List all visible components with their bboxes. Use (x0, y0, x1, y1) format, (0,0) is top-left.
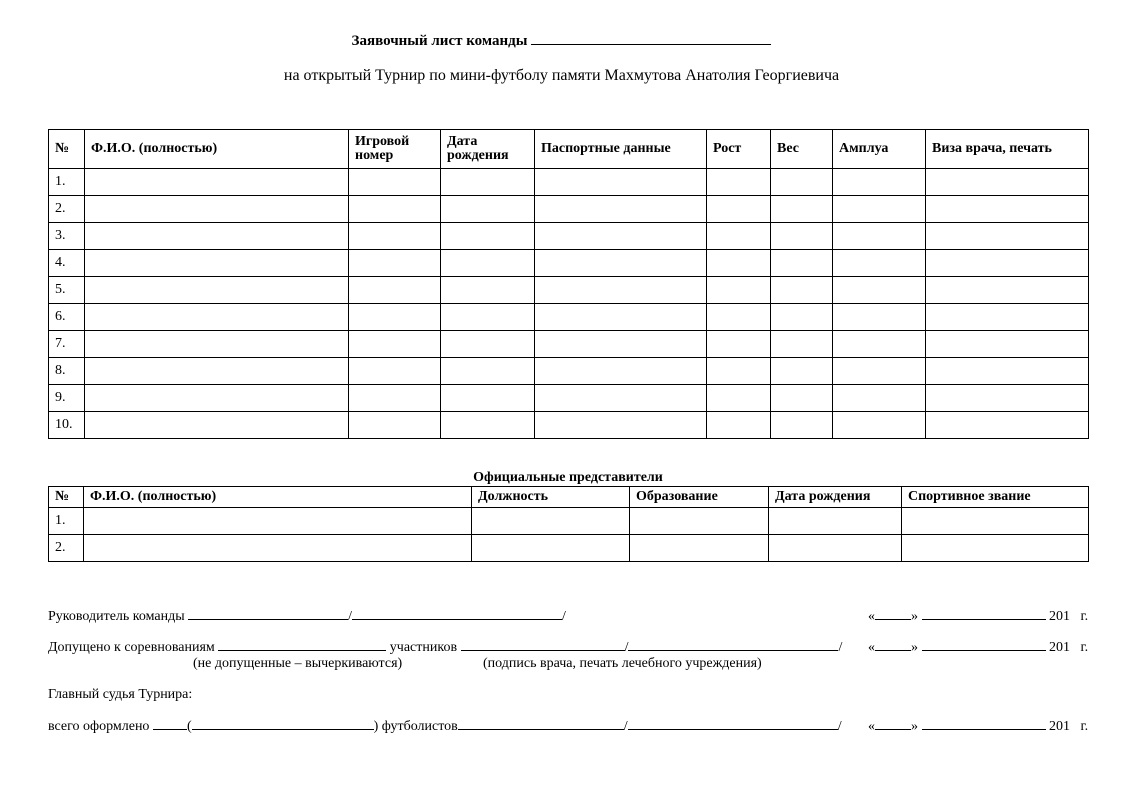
col-full-name: Ф.И.О. (полностью) (85, 130, 349, 169)
player-cell[interactable] (833, 169, 926, 196)
player-cell[interactable] (441, 169, 535, 196)
player-cell[interactable] (926, 412, 1089, 439)
player-cell[interactable] (771, 169, 833, 196)
player-row-number: 6. (49, 304, 85, 331)
official-row (49, 508, 1089, 535)
judge-signature-field[interactable] (458, 716, 624, 730)
player-row-number: 9. (49, 385, 85, 412)
judge-name-field[interactable] (628, 716, 838, 730)
player-cell[interactable] (535, 412, 707, 439)
player-cell[interactable] (535, 250, 707, 277)
slash: / (623, 719, 628, 734)
player-cell[interactable] (535, 223, 707, 250)
player-cell[interactable] (441, 304, 535, 331)
player-cell[interactable] (85, 277, 349, 304)
player-row-number: 8. (49, 358, 85, 385)
player-cell[interactable] (833, 358, 926, 385)
slash: / (624, 640, 629, 655)
official-row (49, 535, 1089, 562)
player-cell[interactable] (771, 196, 833, 223)
player-row (49, 223, 1089, 250)
form-subtitle: на открытый Турнир по мини-футболу памяти Махмутова Анатолия Георгиевича (283, 67, 840, 84)
player-cell[interactable] (833, 223, 926, 250)
quote-open: « (868, 640, 875, 655)
player-cell[interactable] (707, 412, 771, 439)
player-cell[interactable] (771, 385, 833, 412)
quote-close: » (911, 609, 918, 624)
day-field[interactable] (875, 637, 911, 651)
player-cell[interactable] (535, 358, 707, 385)
slash: / (837, 719, 842, 734)
officials-table (48, 486, 1089, 562)
player-row (49, 412, 1089, 439)
player-cell[interactable] (441, 223, 535, 250)
year-label: 201 г. (1049, 640, 1089, 655)
total-number-field[interactable] (153, 716, 187, 730)
team-leader-line (48, 606, 566, 626)
player-cell[interactable] (833, 331, 926, 358)
official-cell[interactable] (472, 535, 630, 562)
doctor-note: (подпись врача, печать лечебного учреждения) (483, 656, 762, 671)
day-field[interactable] (875, 606, 911, 620)
month-field[interactable] (922, 606, 1046, 620)
player-cell[interactable] (771, 277, 833, 304)
player-cell[interactable] (771, 331, 833, 358)
player-cell[interactable] (349, 196, 441, 223)
chief-judge-label: Главный судья Турнира: (48, 687, 193, 702)
player-cell[interactable] (926, 304, 1089, 331)
official-cell[interactable] (902, 535, 1089, 562)
player-cell[interactable] (771, 358, 833, 385)
col-passport: Паспортные данные (535, 130, 707, 169)
total-words-field[interactable] (192, 716, 374, 730)
total-registered-label: всего оформлено (48, 719, 150, 734)
col-number: № (49, 130, 85, 169)
player-cell[interactable] (926, 331, 1089, 358)
slash: / (838, 640, 843, 655)
col-weight: Вес (771, 130, 833, 169)
form-title (0, 32, 1123, 50)
player-cell[interactable] (85, 223, 349, 250)
players-word: футболистов (381, 719, 458, 734)
admitted-label: Допущено к соревнованиям (48, 640, 215, 655)
player-cell[interactable] (85, 331, 349, 358)
player-cell[interactable] (85, 196, 349, 223)
player-cell[interactable] (926, 358, 1089, 385)
date-line-1 (868, 606, 1088, 626)
player-cell[interactable] (441, 277, 535, 304)
admitted-count-field[interactable] (218, 637, 386, 651)
year-label: 201 г. (1049, 609, 1089, 624)
team-leader-signature-field[interactable] (188, 606, 348, 620)
player-cell[interactable] (926, 223, 1089, 250)
player-cell[interactable] (771, 412, 833, 439)
player-cell[interactable] (707, 358, 771, 385)
players-header-row (49, 130, 1089, 169)
player-cell[interactable] (349, 412, 441, 439)
player-cell[interactable] (833, 250, 926, 277)
participants-label: участников (389, 640, 458, 655)
player-cell[interactable] (707, 277, 771, 304)
paren-close: ) (373, 719, 379, 734)
officials-header-row (49, 487, 1089, 508)
total-registered-line (48, 716, 842, 736)
player-cell[interactable] (926, 277, 1089, 304)
player-cell[interactable] (85, 304, 349, 331)
quote-close: » (911, 719, 918, 734)
player-row-number: 5. (49, 277, 85, 304)
player-cell[interactable] (926, 250, 1089, 277)
player-cell[interactable] (349, 358, 441, 385)
form-title-text: Заявочный лист команды (351, 33, 528, 49)
officials-col-number: № (49, 487, 84, 508)
day-field[interactable] (875, 716, 911, 730)
doctor-name-field[interactable] (628, 637, 838, 651)
player-row (49, 331, 1089, 358)
official-cell[interactable] (902, 508, 1089, 535)
official-cell[interactable] (84, 535, 472, 562)
player-row (49, 250, 1089, 277)
player-cell[interactable] (926, 169, 1089, 196)
month-field[interactable] (922, 716, 1046, 730)
player-row-number: 10. (49, 412, 85, 439)
player-cell[interactable] (349, 223, 441, 250)
col-role: Амплуа (833, 130, 926, 169)
col-player-number: Игровой номер (349, 130, 441, 169)
col-birth-date: Дата рождения (441, 130, 535, 169)
player-row (49, 277, 1089, 304)
official-cell[interactable] (630, 535, 769, 562)
player-cell[interactable] (707, 169, 771, 196)
official-cell[interactable] (769, 535, 902, 562)
doctor-signature-field[interactable] (461, 637, 625, 651)
team-name-blank (531, 32, 771, 45)
player-cell[interactable] (535, 304, 707, 331)
player-cell[interactable] (349, 250, 441, 277)
player-cell[interactable] (441, 358, 535, 385)
date-line-2 (868, 637, 1088, 657)
officials-col-birth-date: Дата рождения (769, 487, 902, 508)
player-cell[interactable] (441, 250, 535, 277)
player-row (49, 385, 1089, 412)
quote-close: » (911, 640, 918, 655)
official-row-number: 1. (49, 508, 84, 535)
player-cell[interactable] (707, 250, 771, 277)
player-cell[interactable] (349, 385, 441, 412)
player-cell[interactable] (535, 331, 707, 358)
player-cell[interactable] (707, 223, 771, 250)
player-cell[interactable] (833, 277, 926, 304)
col-height: Рост (707, 130, 771, 169)
officials-col-full-name: Ф.И.О. (полностью) (84, 487, 472, 508)
official-row-number: 2. (49, 535, 84, 562)
player-cell[interactable] (926, 385, 1089, 412)
official-cell[interactable] (84, 508, 472, 535)
player-row-number: 3. (49, 223, 85, 250)
date-line-3 (868, 716, 1088, 736)
official-cell[interactable] (630, 508, 769, 535)
player-cell[interactable] (85, 169, 349, 196)
officials-col-position: Должность (472, 487, 630, 508)
player-row-number: 4. (49, 250, 85, 277)
player-row (49, 304, 1089, 331)
player-cell[interactable] (771, 250, 833, 277)
year-label: 201 г. (1049, 719, 1089, 734)
officials-col-education: Образование (630, 487, 769, 508)
admitted-line (48, 637, 842, 657)
quote-open: « (868, 609, 875, 624)
player-cell[interactable] (833, 412, 926, 439)
player-cell[interactable] (833, 304, 926, 331)
player-cell[interactable] (707, 304, 771, 331)
player-cell[interactable] (535, 196, 707, 223)
team-leader-label: Руководитель команды (48, 609, 185, 624)
player-row-number: 7. (49, 331, 85, 358)
player-cell[interactable] (85, 358, 349, 385)
player-row-number: 1. (49, 169, 85, 196)
officials-title: Официальные представители (473, 470, 663, 485)
player-row (49, 169, 1089, 196)
month-field[interactable] (922, 637, 1046, 651)
struck-note: (не допущенные – вычеркиваются) (193, 656, 403, 671)
player-cell[interactable] (441, 196, 535, 223)
players-table (48, 129, 1089, 439)
player-cell[interactable] (707, 331, 771, 358)
team-leader-name-field[interactable] (352, 606, 562, 620)
player-cell[interactable] (707, 196, 771, 223)
player-cell[interactable] (535, 277, 707, 304)
paren-open: ( (186, 719, 192, 734)
player-cell[interactable] (349, 169, 441, 196)
player-cell[interactable] (85, 412, 349, 439)
player-cell[interactable] (349, 277, 441, 304)
player-cell[interactable] (771, 223, 833, 250)
slash: / (562, 609, 566, 624)
player-cell[interactable] (85, 250, 349, 277)
player-cell[interactable] (441, 331, 535, 358)
player-cell[interactable] (707, 385, 771, 412)
player-cell[interactable] (535, 385, 707, 412)
slash: / (348, 609, 353, 624)
player-cell[interactable] (349, 304, 441, 331)
player-cell[interactable] (85, 385, 349, 412)
officials-col-sport-title: Спортивное звание (902, 487, 1089, 508)
col-doctor-visa: Виза врача, печать (926, 130, 1089, 169)
player-row (49, 358, 1089, 385)
player-row (49, 196, 1089, 223)
quote-open: « (868, 719, 875, 734)
official-cell[interactable] (472, 508, 630, 535)
player-cell[interactable] (441, 385, 535, 412)
player-cell[interactable] (771, 304, 833, 331)
player-cell[interactable] (349, 331, 441, 358)
player-cell[interactable] (535, 169, 707, 196)
player-cell[interactable] (926, 196, 1089, 223)
player-cell[interactable] (833, 385, 926, 412)
official-cell[interactable] (769, 508, 902, 535)
player-row-number: 2. (49, 196, 85, 223)
player-cell[interactable] (833, 196, 926, 223)
player-cell[interactable] (441, 412, 535, 439)
